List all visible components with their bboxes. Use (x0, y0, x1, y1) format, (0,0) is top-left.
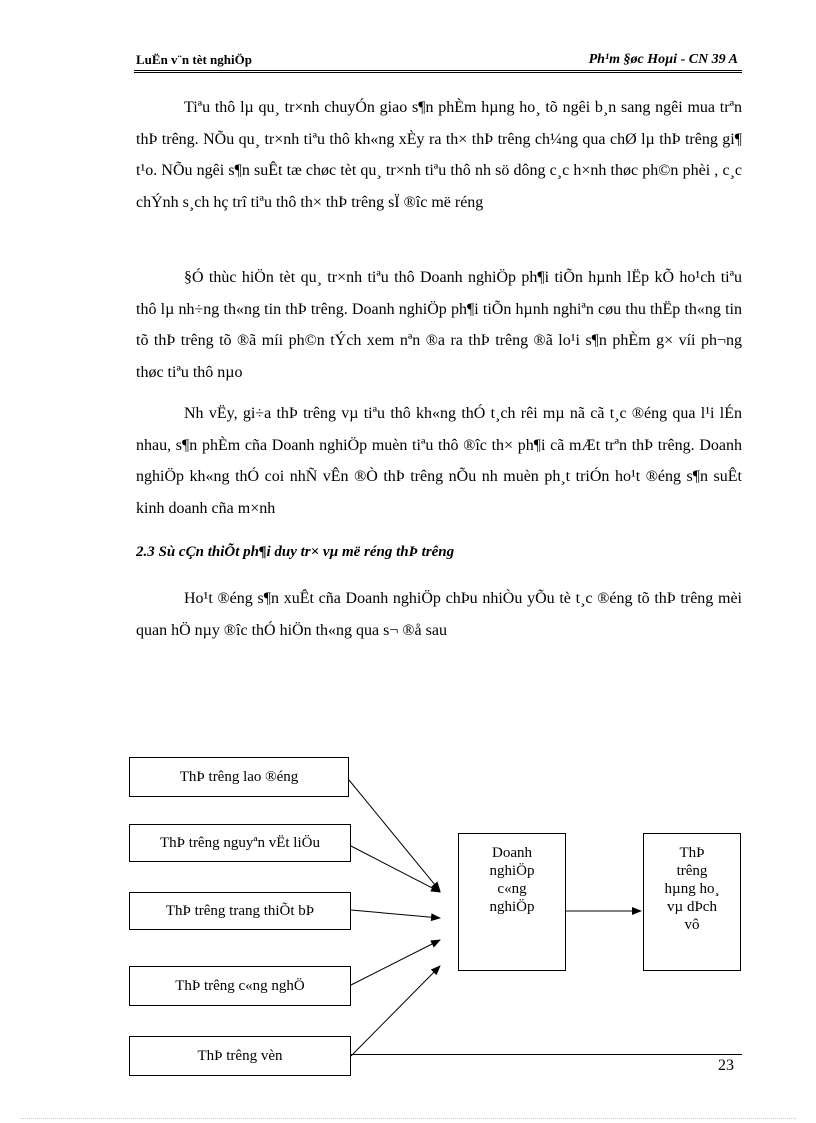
paragraph-2: §Ó thùc hiÖn tèt qu¸ tr×nh tiªu thô Doanh nghiÖp ph¶i tiÕn hµnh lËp kÕ ho¹ch tiªu thô lµ nh÷ng th«ng tin thÞ trêng. Doanh nghiÖp ph¶i tiÕn hµnh nghiªn cøu thu thËp th«ng tin tõ thÞ trêng tõ ®ã míi ph©n tÝch xem nªn ®a ra thÞ trêng ®ã lo¹i s¶n phÈm g× víi ph¬ng thøc tiªu thô nµo (136, 269, 742, 381)
arrow-labor (349, 780, 440, 891)
box-capital-market: ThÞ trêng vèn (129, 1036, 351, 1076)
paragraph-4: Ho¹t ®éng s¶n xuÊt cña Doanh nghiÖp chÞu nhiÒu yÕu tè t¸c ®éng tõ thÞ trêng mèi quan hÖ nµy ®îc thÓ hiÖn th«ng qua s¬ ®å sau (136, 590, 742, 639)
enterprise-line-4: nghiÖp (489, 899, 535, 915)
box-materials-market: ThÞ trêng nguyªn vËt liÖu (129, 824, 351, 862)
output-line-1: ThÞ (679, 845, 705, 861)
output-line-2: trêng (676, 863, 708, 879)
output-line-5: vô (684, 917, 700, 933)
page-number: 23 (718, 1057, 734, 1074)
output-line-4: vµ dÞch (667, 899, 717, 915)
box-labor-market: ThÞ trêng lao ®éng (129, 757, 349, 797)
box-equipment-market: ThÞ trêng trang thiÕt bÞ (129, 892, 351, 930)
header-thesis-title: LuËn v¨n tèt nghiÖp (136, 52, 252, 67)
paragraph-3: Nh vËy, gi÷a thÞ trêng vµ tiªu thô kh«ng thÓ t¸ch rêi mµ nã cã t¸c ®éng qua l¹i lÉn nhau, s¶n phÈm cña Doanh nghiÖp muèn tiªu thô ®îc th× ph¶i cã mÆt trªn thÞ trêng. Doanh nghiÖp kh«ng thÓ coi nhÑ vÊn ®Ò thÞ trêng nÕu nh muèn ph¸t triÓn ho¹t ®éng s¶n suÊt kinh doanh cña m×nh (136, 405, 742, 517)
enterprise-line-1: Doanh (492, 845, 532, 861)
paragraph-1: Tiªu thô lµ qu¸ tr×nh chuyÓn giao s¶n phÈm hµng ho¸ tõ ngêi b¸n sang ngêi mua trªn thÞ trêng. NÕu qu¸ tr×nh tiªu thô kh«ng xÈy ra th× thÞ trêng ch¼ng qua chØ lµ thÞ trêng gi¶ t¹o. NÕu ngêi s¶n suÊt tæ chøc tèt qu¸ tr×nh tiªu thô nh sö dông c¸c h×nh thøc ph©n phèi , c¸c chÝnh s¸ch hç trî tiªu thô th× thÞ trêng sÏ ®îc më réng (136, 99, 742, 211)
header-author: Ph¹m §øc Hoµi - CN 39 A (588, 52, 738, 67)
arrow-materials (351, 846, 440, 892)
arrow-equipment (351, 910, 440, 918)
arrow-technology (351, 940, 440, 985)
page-edge-dotted-line (20, 1118, 796, 1119)
output-line-3: hµng ho¸ (664, 881, 720, 897)
box-technology-market: ThÞ trêng c«ng nghÖ (129, 966, 351, 1006)
enterprise-line-3: c«ng (497, 881, 527, 897)
footer-rule (350, 1054, 742, 1055)
section-heading: 2.3 Sù cÇn thiÕt ph¶i duy tr× vµ më réng thÞ trêng (136, 544, 455, 560)
enterprise-line-2: nghiÖp (489, 863, 535, 879)
arrow-capital (351, 966, 440, 1056)
